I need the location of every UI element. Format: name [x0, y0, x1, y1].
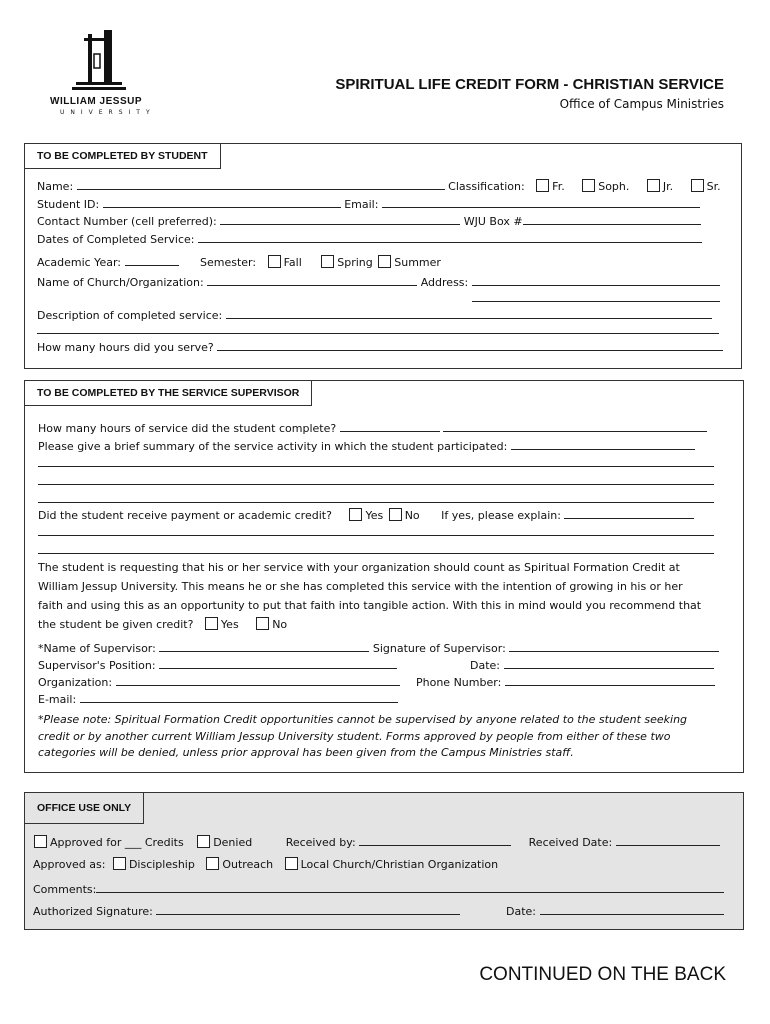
checkbox-fall[interactable]	[268, 255, 281, 268]
name-input[interactable]	[77, 178, 445, 190]
position-row: Supervisor's Position:	[38, 657, 397, 672]
hours-input[interactable]	[217, 339, 723, 351]
authorized-signature-input[interactable]	[156, 903, 460, 915]
supervisor-note: *Please note: Spiritual Formation Credit opportunities cannot be supervised by anyone related to the student seeking credit or by another current William Jessup University student. Forms approved by people from either of these two categories will be denied, unless prior approval has been given from the Campus Ministries staff.	[38, 713, 688, 759]
summary-input[interactable]	[511, 438, 695, 450]
church-input[interactable]	[207, 274, 417, 286]
organization-input[interactable]	[116, 674, 400, 686]
checkbox-denied[interactable]	[197, 835, 210, 848]
sup-hours-input[interactable]	[340, 420, 440, 432]
checkbox-freshman[interactable]	[536, 179, 549, 192]
university-building-logo-icon	[40, 26, 160, 96]
sup-email-row: E-mail:	[38, 691, 398, 706]
continued-on-back: CONTINUED ON THE BACK	[479, 964, 726, 985]
sup-hours-row: How many hours of service did the student complete?	[38, 420, 707, 435]
name-row: Name: Classification: Fr. Soph. Jr. Sr.	[37, 180, 721, 193]
address-line-2[interactable]	[472, 301, 720, 302]
explain-line-3[interactable]	[38, 553, 714, 554]
supervisor-section-tab: TO BE COMPLETED BY THE SERVICE SUPERVISOR	[24, 380, 312, 406]
checkbox-discipleship[interactable]	[113, 857, 126, 870]
summary-line-2[interactable]	[38, 466, 714, 467]
checkbox-recommend-yes[interactable]	[205, 617, 218, 630]
checkbox-approved[interactable]	[34, 835, 47, 848]
recommendation-paragraph: The student is requesting that his or her service with your organization should count as Spiritual Formation Credit at William Jessup University. This means he or she has completed this service with the intention of growing in his or her faith and using this as an opportunity to put that faith into tangible action. With this in mind would you recommend that the student be given credit? Yes No	[38, 558, 728, 634]
description-line-2[interactable]	[37, 333, 719, 334]
checkbox-outreach[interactable]	[206, 857, 219, 870]
date-row: Date:	[470, 657, 714, 672]
sup-name-input[interactable]	[159, 640, 369, 652]
phone-input[interactable]	[505, 674, 715, 686]
checkbox-summer[interactable]	[378, 255, 391, 268]
checkbox-spring[interactable]	[321, 255, 334, 268]
received-by-input[interactable]	[359, 834, 511, 846]
approved-as-row: Approved as: Discipleship Outreach Local Church/Christian Organization	[33, 858, 499, 871]
explain-input[interactable]	[564, 507, 694, 519]
checkbox-junior[interactable]	[647, 179, 660, 192]
form-title: SPIRITUAL LIFE CREDIT FORM - CHRISTIAN SERVICE	[335, 76, 724, 93]
checkbox-senior[interactable]	[691, 179, 704, 192]
phone-row: Phone Number:	[416, 674, 715, 689]
academic-year-row: Academic Year: Semester: Fall Spring Summer	[37, 256, 441, 269]
explain-line-2[interactable]	[38, 535, 714, 536]
approved-for-row: Approved for ___ Credits Denied Received by: Received Date:	[26, 834, 720, 849]
office-section-tab: OFFICE USE ONLY	[24, 792, 144, 824]
contact-input[interactable]	[220, 213, 460, 225]
received-date-input[interactable]	[616, 834, 720, 846]
description-row: Description of completed service:	[37, 307, 712, 322]
recommend-row: the student be given credit? Yes No	[38, 618, 288, 631]
sup-date-input[interactable]	[504, 657, 714, 669]
checkbox-local-church[interactable]	[285, 857, 298, 870]
hours-row: How many hours did you serve?	[37, 339, 723, 354]
signature-input[interactable]	[509, 640, 719, 652]
logo-subtitle: UNIVERSITY	[60, 109, 156, 116]
checkbox-sophomore[interactable]	[582, 179, 595, 192]
email-input[interactable]	[382, 196, 700, 208]
authorized-row: Authorized Signature:	[33, 903, 460, 918]
dates-input[interactable]	[198, 231, 702, 243]
checkbox-recommend-no[interactable]	[256, 617, 269, 630]
contact-row: Contact Number (cell preferred): WJU Box #	[37, 213, 701, 228]
sup-email-input[interactable]	[80, 691, 398, 703]
dates-row: Dates of Completed Service:	[37, 231, 702, 246]
checkbox-payment-yes[interactable]	[349, 508, 362, 521]
comments-row: Comments:	[33, 881, 724, 896]
sup-name-row: *Name of Supervisor: Signature of Supervisor:	[38, 640, 719, 655]
church-row: Name of Church/Organization: Address:	[37, 274, 720, 289]
summary-line-3[interactable]	[38, 484, 714, 485]
wju-box-input[interactable]	[523, 213, 701, 225]
academic-year-input[interactable]	[125, 254, 179, 266]
payment-row: Did the student receive payment or academic credit? Yes No If yes, please explain:	[38, 507, 694, 522]
sup-hours-extra-input[interactable]	[443, 420, 707, 432]
description-input[interactable]	[226, 307, 712, 319]
student-id-input[interactable]	[103, 196, 341, 208]
position-input[interactable]	[159, 657, 397, 669]
address-input[interactable]	[472, 274, 720, 286]
organization-row: Organization:	[38, 674, 400, 689]
student-section-tab: TO BE COMPLETED BY STUDENT	[24, 143, 221, 169]
summary-row: Please give a brief summary of the service activity in which the student participated:	[38, 438, 695, 453]
university-logo	[40, 26, 160, 121]
office-date-input[interactable]	[540, 903, 724, 915]
logo-name: WILLIAM JESSUP	[50, 96, 143, 107]
summary-line-4[interactable]	[38, 502, 714, 503]
office-date-row: Date:	[506, 903, 724, 918]
form-subtitle: Office of Campus Ministries	[559, 97, 724, 111]
comments-input[interactable]	[96, 881, 724, 893]
student-id-row: Student ID: Email:	[37, 196, 700, 211]
checkbox-payment-no[interactable]	[389, 508, 402, 521]
